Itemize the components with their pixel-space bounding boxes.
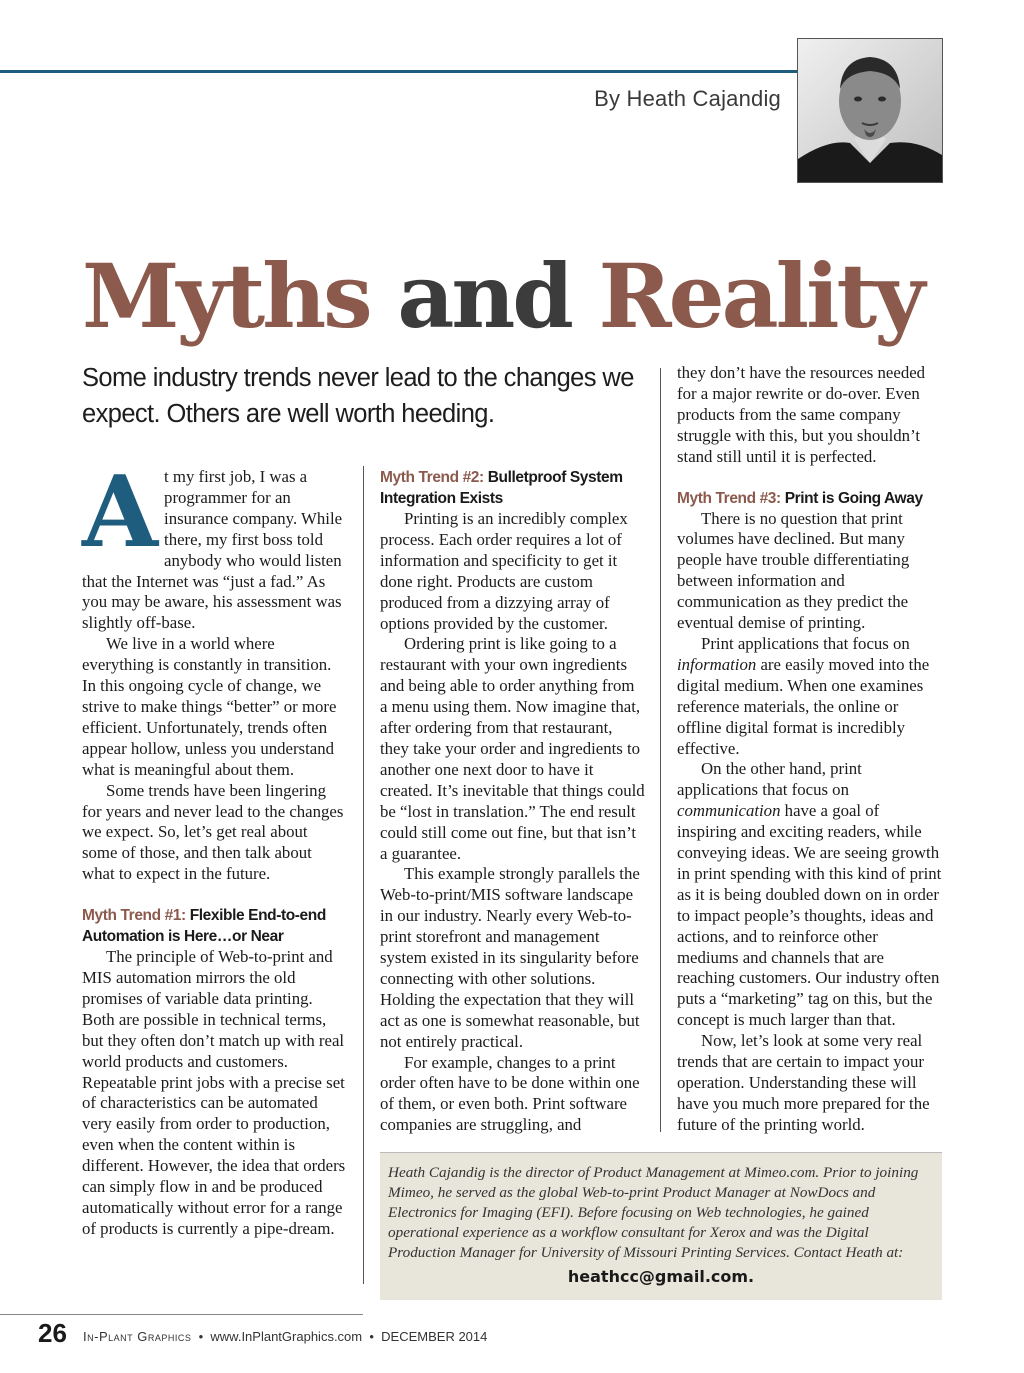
- column-divider: [363, 466, 364, 1284]
- title-word-reality: Reality: [598, 244, 923, 348]
- article-title: [82, 246, 982, 346]
- drop-cap: A: [82, 455, 159, 570]
- text-run: have a goal of inspiring and exciting readers, while conveying ideas. We are seeing growth in print spending with this kind of print as it is being doubled down on in order to impact people’s thoughts, ideas and actions, and to reinforce other mediums and channels that are reaching customers. Our industry often puts a “marketing” tag on this, but the concept is much larger than that.: [677, 801, 942, 1030]
- paragraph: The principle of Web-to-print and MIS automation mirrors the old promises of variable data printing. Both are possible in technical terms, but they often don’t match up with real world products and customers. Repeatable print jobs with a precise set of characteristics can be automated very easily from order to production, even when the content within is different. However, the idea that orders can simply flow in and be produced automatically without error for a range of products is currently a pipe-dream.: [82, 947, 346, 1238]
- page-number: 26: [38, 1318, 67, 1348]
- footer-separator: •: [369, 1329, 374, 1344]
- paragraph: Ordering print is like going to a restaurant with your own ingredients and being able to order anything from a menu using them. Now imagine that, after ordering from that restaurant, they take your order and ingredients to another one next door to have it created. It’s inevitable that things could be “lost in translation.” The end result could still come out fine, but that isn’t a guarantee.: [380, 634, 645, 863]
- paragraph: In this ongoing cycle of change, we strive to make things “better” or more efficient. Unfortunately, trends often appear hollow, unless you understand what is meaningful about them.: [82, 676, 337, 779]
- title-word-and: and: [397, 244, 571, 348]
- article-subtitle: Some industry trends never lead to the changes we expect. Others are well worth heeding.: [82, 364, 634, 428]
- footer-separator: •: [198, 1329, 204, 1344]
- section-heading-myth-2: [380, 467, 645, 509]
- author-portrait-image: [798, 39, 942, 182]
- byline: By Heath Cajandig: [594, 86, 781, 111]
- paragraph: This example strongly parallels the Web-to-print/MIS software landscape in our industry. Nearly every Web-to-print storefront and management system existed in its singularity before connecting with other solutions. Holding the expectation that they will act as one is somewhat reasonable, but not entirely practical.: [380, 864, 640, 1051]
- magazine-name: In-Plant Graphics: [83, 1329, 192, 1344]
- author-bio-box: [380, 1152, 942, 1300]
- top-rule: [0, 70, 797, 73]
- paragraph: There is no question that print volumes have declined. But many people have trouble differentiating between information and communication as they predict the eventual demise of printing.: [677, 508, 910, 633]
- paragraph: [677, 759, 942, 1031]
- heading-text: Print is Going Away: [784, 489, 923, 507]
- emphasis: information: [677, 654, 757, 674]
- heading-text: Flexible End-to-end Automation is Here…or Near: [82, 907, 326, 946]
- paragraph: t my first job, I was a programmer for an insurance company. While there, my first boss told anybody who would listen that the Internet was “just a fad.” As you may be aware, his assessment was slightly off-base.: [82, 467, 343, 633]
- paragraph: We live in a world where everything is constantly in transition.: [82, 634, 332, 675]
- section-heading-myth-1: [82, 905, 347, 947]
- text-run: On the other hand, print applications that focus on: [677, 759, 862, 800]
- section-heading-myth-3: [677, 488, 942, 509]
- footer-line: [83, 1329, 487, 1344]
- author-email-link[interactable]: heathcc@gmail.com.: [567, 1267, 755, 1286]
- column-divider: [660, 368, 661, 1132]
- heading-text: Bulletproof System Integration Exists: [380, 469, 623, 507]
- footer-rule: [0, 1314, 363, 1315]
- heading-label: Myth Trend #1:: [82, 907, 186, 925]
- paragraph: For example, changes to a print order often have to be done within one of them, or even both. Print software companies are struggling, and: [380, 1052, 640, 1135]
- paragraph: Printing is an incredibly complex process. Each order requires a lot of information and specificity to get it done right. Products are custom produced from a dizzying array of options provided by the customer.: [380, 509, 628, 633]
- author-bio-text: Heath Cajandig is the director of Product Management at Mimeo.com. Prior to joining Mimeo, he served as the global Web-to-print Product Manager at NowDocs and Electronics for Imaging (EFI). Before focusing on Web technologies, he gained operational experience as a workflow consultant for Xerox and was the Digital Production Manager for University of Missouri Printing Services. Contact Heath at:: [388, 1164, 919, 1261]
- column-2: [380, 467, 645, 1136]
- title-word-myths: Myths: [82, 244, 370, 348]
- paragraph: [677, 634, 942, 759]
- column-3: [677, 363, 942, 1136]
- footer-url-link[interactable]: www.InPlantGraphics.com: [210, 1329, 363, 1344]
- text-run: Print applications that focus on: [701, 633, 910, 653]
- paragraph: Some trends have been lingering for years and never lead to the changes we expect. So, let’s get real about some of those, and then talk about what to expect in the future.: [82, 780, 344, 884]
- heading-label: Myth Trend #3:: [677, 489, 781, 507]
- emphasis: communication: [677, 801, 781, 821]
- text-run: are easily moved into the digital medium. When one examines reference materials, the online or offline digital format is incredibly effective.: [677, 654, 930, 758]
- column-1: [82, 455, 347, 1240]
- issue-date: DECEMBER 2014: [381, 1329, 488, 1344]
- heading-label: Myth Trend #2:: [380, 469, 484, 486]
- author-photo: [797, 38, 943, 183]
- paragraph: they don’t have the resources needed for a major rewrite or do-over. Even products from the same company struggle with this, but you shouldn’t stand still until it is perfected.: [677, 363, 926, 466]
- paragraph: Now, let’s look at some very real trends that are certain to impact your operation. Understanding these will have you much more prepared for the future of the printing world.: [677, 1031, 930, 1134]
